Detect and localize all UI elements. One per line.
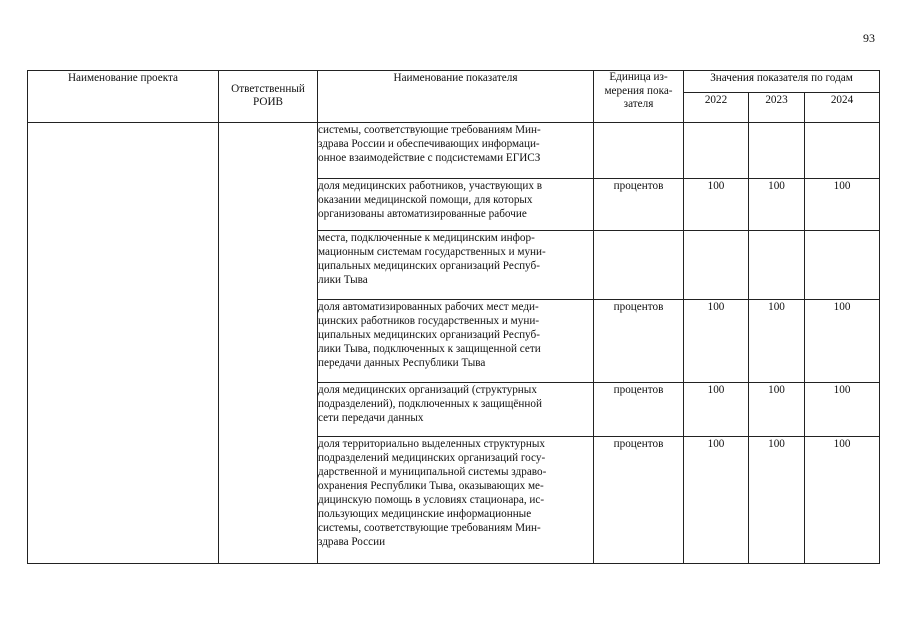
value-2024-cell: 100 [805, 179, 880, 231]
value-2023-cell: 100 [749, 179, 805, 231]
indicator-cell: доля автоматизированных рабочих мест меди- цинских работников государственных и муни- ципальных медицинских организаций Респуб- лики Тыва, подключенных к защищенной сети передачи данных Республики Тыва [318, 300, 594, 383]
value-2023-cell [749, 123, 805, 179]
value-2023-cell: 100 [749, 437, 805, 564]
header-project: Наименование проекта [28, 71, 219, 123]
value-2022-cell: 100 [684, 383, 749, 437]
value-2023-cell: 100 [749, 383, 805, 437]
value-2024-cell: 100 [805, 437, 880, 564]
value-2024-cell [805, 123, 880, 179]
unit-cell: процентов [594, 179, 684, 231]
value-2022-cell: 100 [684, 300, 749, 383]
value-2024-cell: 100 [805, 300, 880, 383]
table-row [28, 123, 880, 179]
indicator-cell: места, подключенные к медицинским инфор- мационным системам государственных и муни- ципальных медицинских организаций Респуб- лики Тыва [318, 231, 594, 300]
project-cell [28, 123, 219, 564]
unit-cell [594, 123, 684, 179]
value-2022-cell: 100 [684, 437, 749, 564]
value-2023-cell [749, 231, 805, 300]
indicator-cell: доля территориально выделенных структурных подразделений медицинских организаций госу- дарственной и муниципальной системы здраво- охранения Республики Тыва, оказывающих ме- дицинскую помощь в условиях стационара, ис- пользующих медицинские информационные системы, соответствующие требованиям Мин- здрава России [318, 437, 594, 564]
header-indicator: Наименование показателя [318, 71, 594, 123]
roiv-cell [219, 123, 318, 564]
value-2022-cell [684, 231, 749, 300]
unit-cell: процентов [594, 383, 684, 437]
header-years-group: Значения показателя по годам [684, 71, 880, 93]
header-year-2023: 2023 [749, 93, 805, 123]
value-2023-cell: 100 [749, 300, 805, 383]
header-roiv: Ответственный РОИВ [219, 71, 318, 123]
header-year-2022: 2022 [684, 93, 749, 123]
value-2022-cell [684, 123, 749, 179]
indicator-cell: доля медицинских организаций (структурных подразделений), подключенных к защищённой сети передачи данных [318, 383, 594, 437]
value-2024-cell [805, 231, 880, 300]
page-number: 93 [863, 31, 875, 45]
unit-cell [594, 231, 684, 300]
indicator-cell: доля медицинских работников, участвующих в оказании медицинской помощи, для которых организованы автоматизированные рабочие [318, 179, 594, 231]
header-unit: Единица из- мерения пока- зателя [594, 71, 684, 123]
indicators-table [27, 70, 880, 564]
value-2024-cell: 100 [805, 383, 880, 437]
indicator-cell: системы, соответствующие требованиям Мин- здрава России и обеспечивающих информаци- онное взаимодействие с подсистемами ЕГИСЗ [318, 123, 594, 179]
header-year-2024: 2024 [805, 93, 880, 123]
unit-cell: процентов [594, 300, 684, 383]
value-2022-cell: 100 [684, 179, 749, 231]
unit-cell: процентов [594, 437, 684, 564]
